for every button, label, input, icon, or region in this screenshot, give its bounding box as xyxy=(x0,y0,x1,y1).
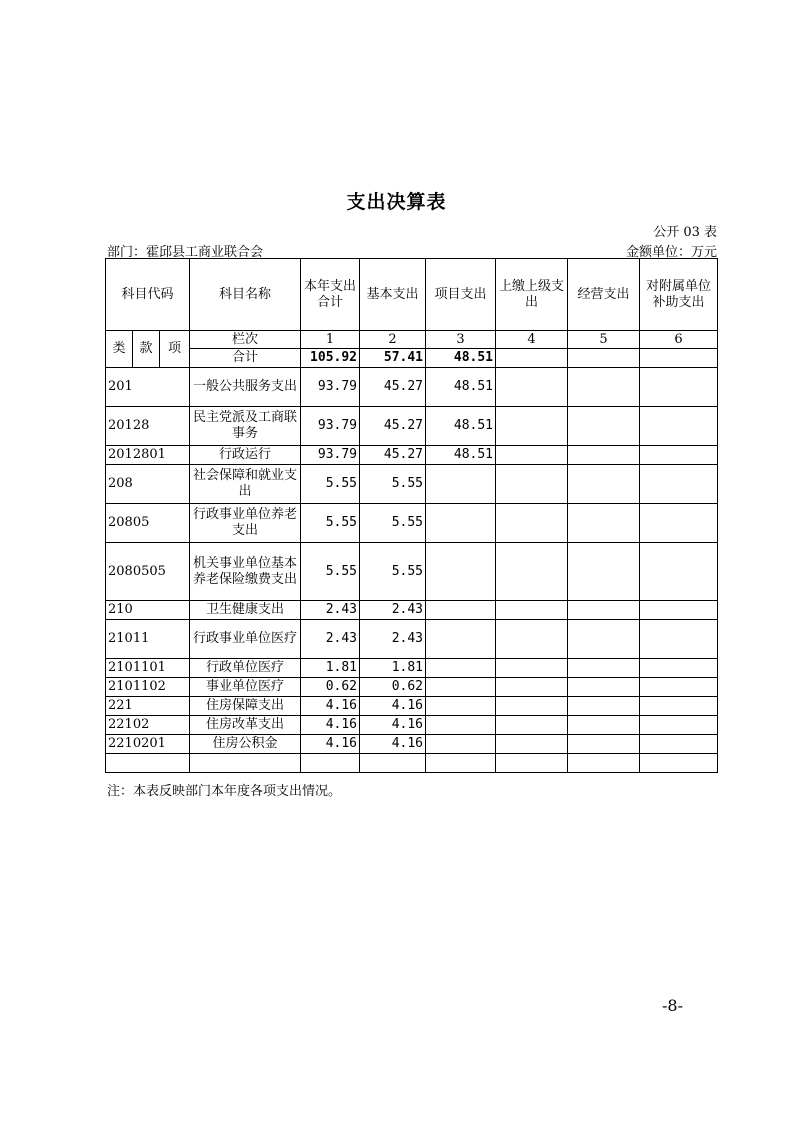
row-total: 4.16 xyxy=(301,735,360,754)
row-project xyxy=(426,659,496,678)
header-col5: 5 xyxy=(568,331,640,349)
row-project xyxy=(426,678,496,697)
total-project: 48.51 xyxy=(426,349,496,368)
row-name: 行政运行 xyxy=(190,446,301,465)
row-code: 201 xyxy=(106,368,190,407)
row-basic: 5.55 xyxy=(360,465,426,504)
page-title: 支出决算表 xyxy=(346,191,447,213)
header-col2: 2 xyxy=(360,331,426,349)
row-basic: 2.43 xyxy=(360,620,426,659)
table-row xyxy=(106,368,718,407)
header-kuan: 款 xyxy=(133,331,160,368)
row-basic: 1.81 xyxy=(360,659,426,678)
table-row xyxy=(106,620,718,659)
row-basic: 4.16 xyxy=(360,697,426,716)
row-project: 48.51 xyxy=(426,407,496,446)
header-project: 项目支出 xyxy=(426,259,496,331)
row-name: 行政事业单位养老支出 xyxy=(190,504,301,543)
row-code: 2012801 xyxy=(106,446,190,465)
row-total: 2.43 xyxy=(301,620,360,659)
row-basic: 5.55 xyxy=(360,543,426,601)
row-name: 事业单位医疗 xyxy=(190,678,301,697)
row-name: 民主党派及工商联事务 xyxy=(190,407,301,446)
total-basic: 57.41 xyxy=(360,349,426,368)
table-row xyxy=(106,407,718,446)
row-name: 行政单位医疗 xyxy=(190,659,301,678)
header-lei: 类 xyxy=(106,331,133,368)
table-row xyxy=(106,465,718,504)
row-basic: 45.27 xyxy=(360,407,426,446)
table-row xyxy=(106,678,718,697)
department-label: 部门：霍邱县工商业联合会 xyxy=(107,245,264,260)
row-name: 住房改革支出 xyxy=(190,716,301,735)
row-total: 2.43 xyxy=(301,601,360,620)
row-project xyxy=(426,504,496,543)
row-project xyxy=(426,465,496,504)
header-col6: 6 xyxy=(640,331,718,349)
row-basic: 2.43 xyxy=(360,601,426,620)
header-basic: 基本支出 xyxy=(360,259,426,331)
row-project xyxy=(426,620,496,659)
row-code: 210 xyxy=(106,601,190,620)
row-code: 2101101 xyxy=(106,659,190,678)
row-total: 4.16 xyxy=(301,697,360,716)
row-project xyxy=(426,601,496,620)
expenditure-table xyxy=(105,258,718,773)
header-upper: 上缴上级支出 xyxy=(496,259,568,331)
row-total: 5.55 xyxy=(301,465,360,504)
table-note: 注：本表反映部门本年度各项支出情况。 xyxy=(107,784,342,799)
table-row xyxy=(106,601,718,620)
row-total: 0.62 xyxy=(301,678,360,697)
row-total: 93.79 xyxy=(301,407,360,446)
row-name: 行政事业单位医疗 xyxy=(190,620,301,659)
row-basic: 0.62 xyxy=(360,678,426,697)
header-col3: 3 xyxy=(426,331,496,349)
row-total: 4.16 xyxy=(301,716,360,735)
table-row xyxy=(106,543,718,601)
row-total: 93.79 xyxy=(301,446,360,465)
row-project: 48.51 xyxy=(426,446,496,465)
total-amount: 105.92 xyxy=(301,349,360,368)
row-total: 1.81 xyxy=(301,659,360,678)
row-project: 48.51 xyxy=(426,368,496,407)
row-code: 20805 xyxy=(106,504,190,543)
row-project xyxy=(426,735,496,754)
row-code: 221 xyxy=(106,697,190,716)
row-code: 2101102 xyxy=(106,678,190,697)
header-code: 科目代码 xyxy=(106,259,190,331)
row-total: 93.79 xyxy=(301,368,360,407)
row-code: 2080505 xyxy=(106,543,190,601)
form-number: 公开 03 表 xyxy=(653,225,717,240)
header-subsidy: 对附属单位补助支出 xyxy=(640,259,718,331)
row-name: 社会保障和就业支出 xyxy=(190,465,301,504)
table-row xyxy=(106,504,718,543)
total-row-label: 合计 xyxy=(190,349,301,368)
header-lanci: 栏次 xyxy=(190,331,301,349)
table-row xyxy=(106,659,718,678)
row-total: 5.55 xyxy=(301,543,360,601)
row-name: 住房公积金 xyxy=(190,735,301,754)
row-code: 20128 xyxy=(106,407,190,446)
row-basic: 4.16 xyxy=(360,716,426,735)
table-row xyxy=(106,716,718,735)
row-total: 5.55 xyxy=(301,504,360,543)
row-name: 卫生健康支出 xyxy=(190,601,301,620)
table-row-empty xyxy=(106,754,718,773)
header-total: 本年支出合计 xyxy=(301,259,360,331)
row-code: 208 xyxy=(106,465,190,504)
header-name: 科目名称 xyxy=(190,259,301,331)
row-code: 21011 xyxy=(106,620,190,659)
row-project xyxy=(426,697,496,716)
header-business: 经营支出 xyxy=(568,259,640,331)
row-name: 住房保障支出 xyxy=(190,697,301,716)
row-code: 2210201 xyxy=(106,735,190,754)
row-name: 一般公共服务支出 xyxy=(190,368,301,407)
header-col1: 1 xyxy=(301,331,360,349)
table-row xyxy=(106,446,718,465)
row-name: 机关事业单位基本养老保险缴费支出 xyxy=(190,543,301,601)
row-basic: 4.16 xyxy=(360,735,426,754)
table-row xyxy=(106,697,718,716)
row-basic: 45.27 xyxy=(360,446,426,465)
unit-label: 金额单位：万元 xyxy=(625,245,717,260)
row-basic: 45.27 xyxy=(360,368,426,407)
row-basic: 5.55 xyxy=(360,504,426,543)
table-row xyxy=(106,735,718,754)
row-project xyxy=(426,543,496,601)
header-xiang: 项 xyxy=(160,331,190,368)
header-col4: 4 xyxy=(496,331,568,349)
page-number: -8- xyxy=(662,996,683,1015)
row-code: 22102 xyxy=(106,716,190,735)
row-project xyxy=(426,716,496,735)
